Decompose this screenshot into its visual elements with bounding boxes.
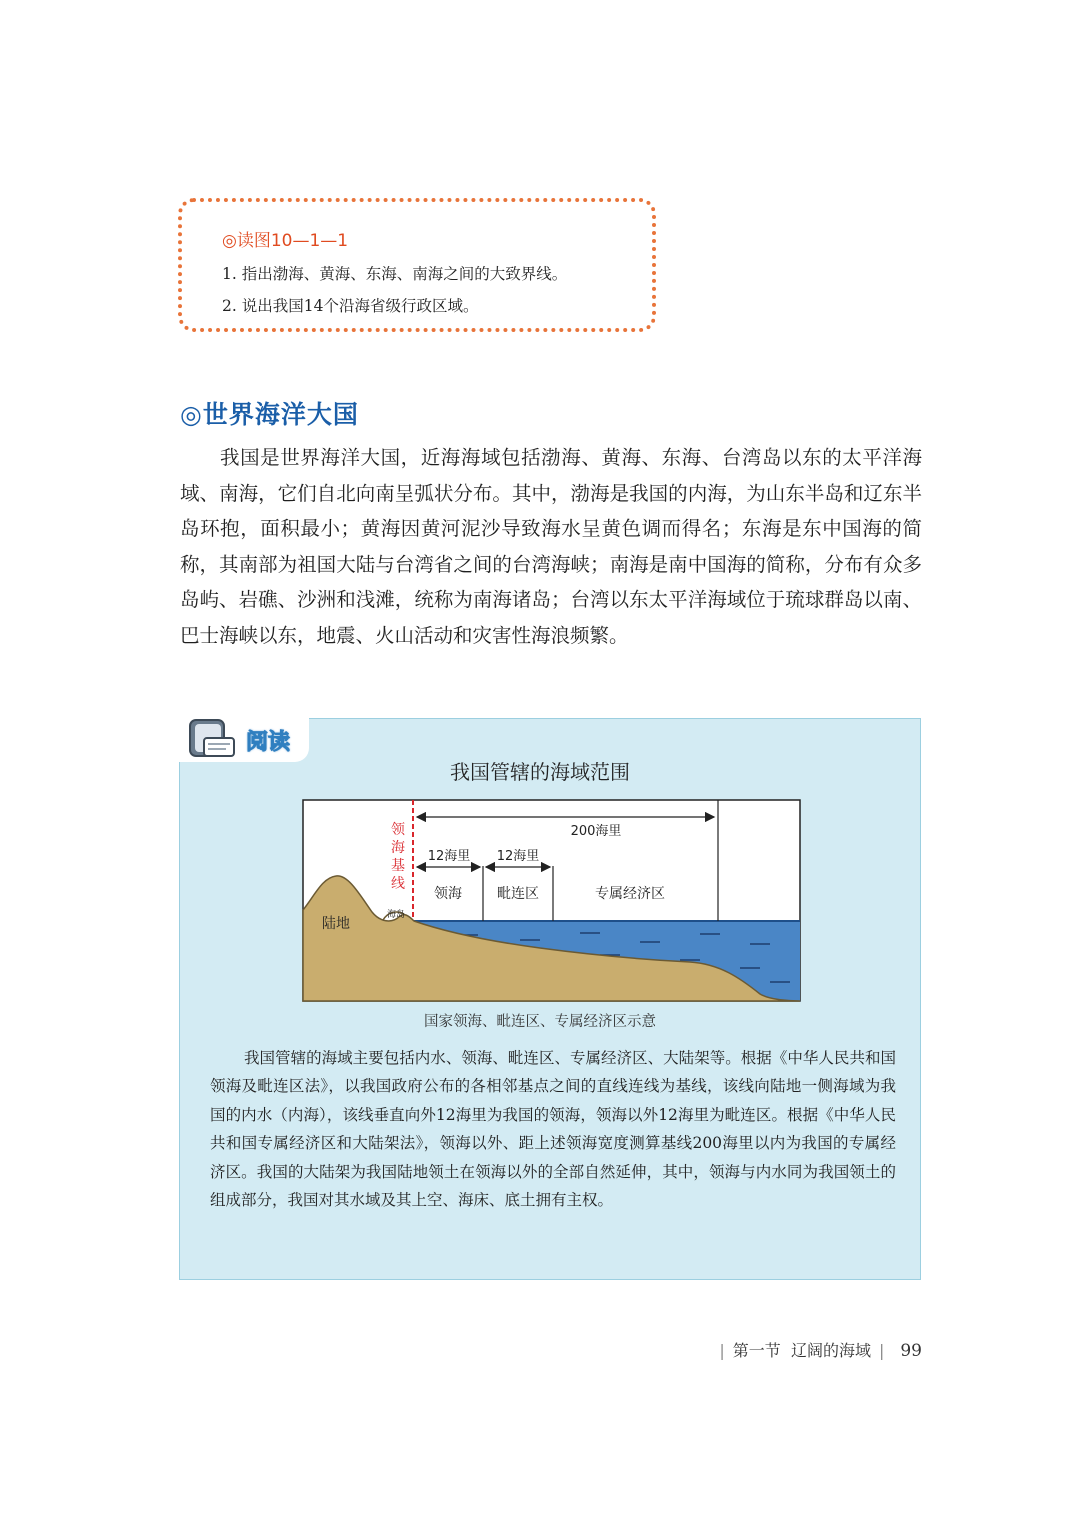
- section-paragraph: 我国是世界海洋大国，近海海域包括渤海、黄海、东海、台湾岛以东的太平洋海域、南海，它们自北向南呈弧状分布。其中，渤海是我国的内海，为山东半岛和辽东半岛环抱，面积最小；黄海因黄河泥沙导致海水呈黄色调而得名；东海是东中国海的简称，其南部为祖国大陆与台湾省之间的台湾海峡；南海是南中国海的简称，分布有众多岛屿、岩礁、沙洲和浅滩，统称为南海诸岛；台湾以东太平洋海域位于琉球群岛以南、巴士海峡以东，地震、火山活动和灾害性海浪频繁。: [180, 446, 922, 647]
- activity-item-1: 1. 指出渤海、黄海、东海、南海之间的大致界线。: [222, 265, 568, 283]
- svg-text:线: 线: [391, 876, 405, 892]
- zone-eez: 专属经济区: [595, 886, 665, 902]
- label-12b: 12海里: [496, 849, 540, 864]
- reading-label: 阅读: [246, 730, 291, 755]
- label-12a: 12海里: [427, 849, 471, 864]
- activity-title: ◎读图10—1—1: [222, 231, 349, 251]
- label-land: 陆地: [322, 916, 350, 932]
- zone-territorial: 领海: [434, 886, 462, 902]
- label-200: 200海里: [570, 824, 622, 839]
- footer-chapter: 辽阔的海域: [790, 1341, 871, 1360]
- activity-item-2: 2. 说出我国14个沿海省级行政区域。: [222, 297, 479, 315]
- footer-separator: |: [719, 1341, 725, 1360]
- label-island: 海岛: [386, 910, 406, 920]
- page-footer: [711, 1338, 922, 1361]
- footer-section: 第一节: [732, 1341, 781, 1360]
- zone-contiguous: 毗连区: [497, 886, 539, 902]
- reading-paragraph: 我国管辖的海域主要包括内水、领海、毗连区、专属经济区、大陆架等。根据《中华人民共和国领海及毗连区法》，以我国政府公布的各相邻基点之间的直线连线为基线，该线向陆地一侧海域为我国的内水（内海），该线垂直向外12海里为我国的领海，领海以外12海里为毗连区。根据《中华人民共和国专属经济区和大陆架法》，领海以外、距上述领海宽度测算基线200海里以内为我国的专属经济区。我国的大陆架为我国陆地领土在领海以外的全部自然延伸，其中，领海与内水同为我国领土的组成部分，我国对其水域及其上空、海床、底土拥有主权。: [210, 1049, 896, 1210]
- section-title: ◎世界海洋大国: [180, 400, 359, 429]
- footer-separator: |: [878, 1341, 885, 1360]
- svg-text:海: 海: [391, 840, 405, 856]
- svg-text:基: 基: [391, 858, 405, 874]
- diagram-title: 我国管辖的海域范围: [450, 760, 630, 784]
- svg-text:领: 领: [391, 822, 405, 838]
- page-number: 99: [900, 1341, 922, 1361]
- diagram-caption: 国家领海、毗连区、专属经济区示意: [424, 1014, 656, 1030]
